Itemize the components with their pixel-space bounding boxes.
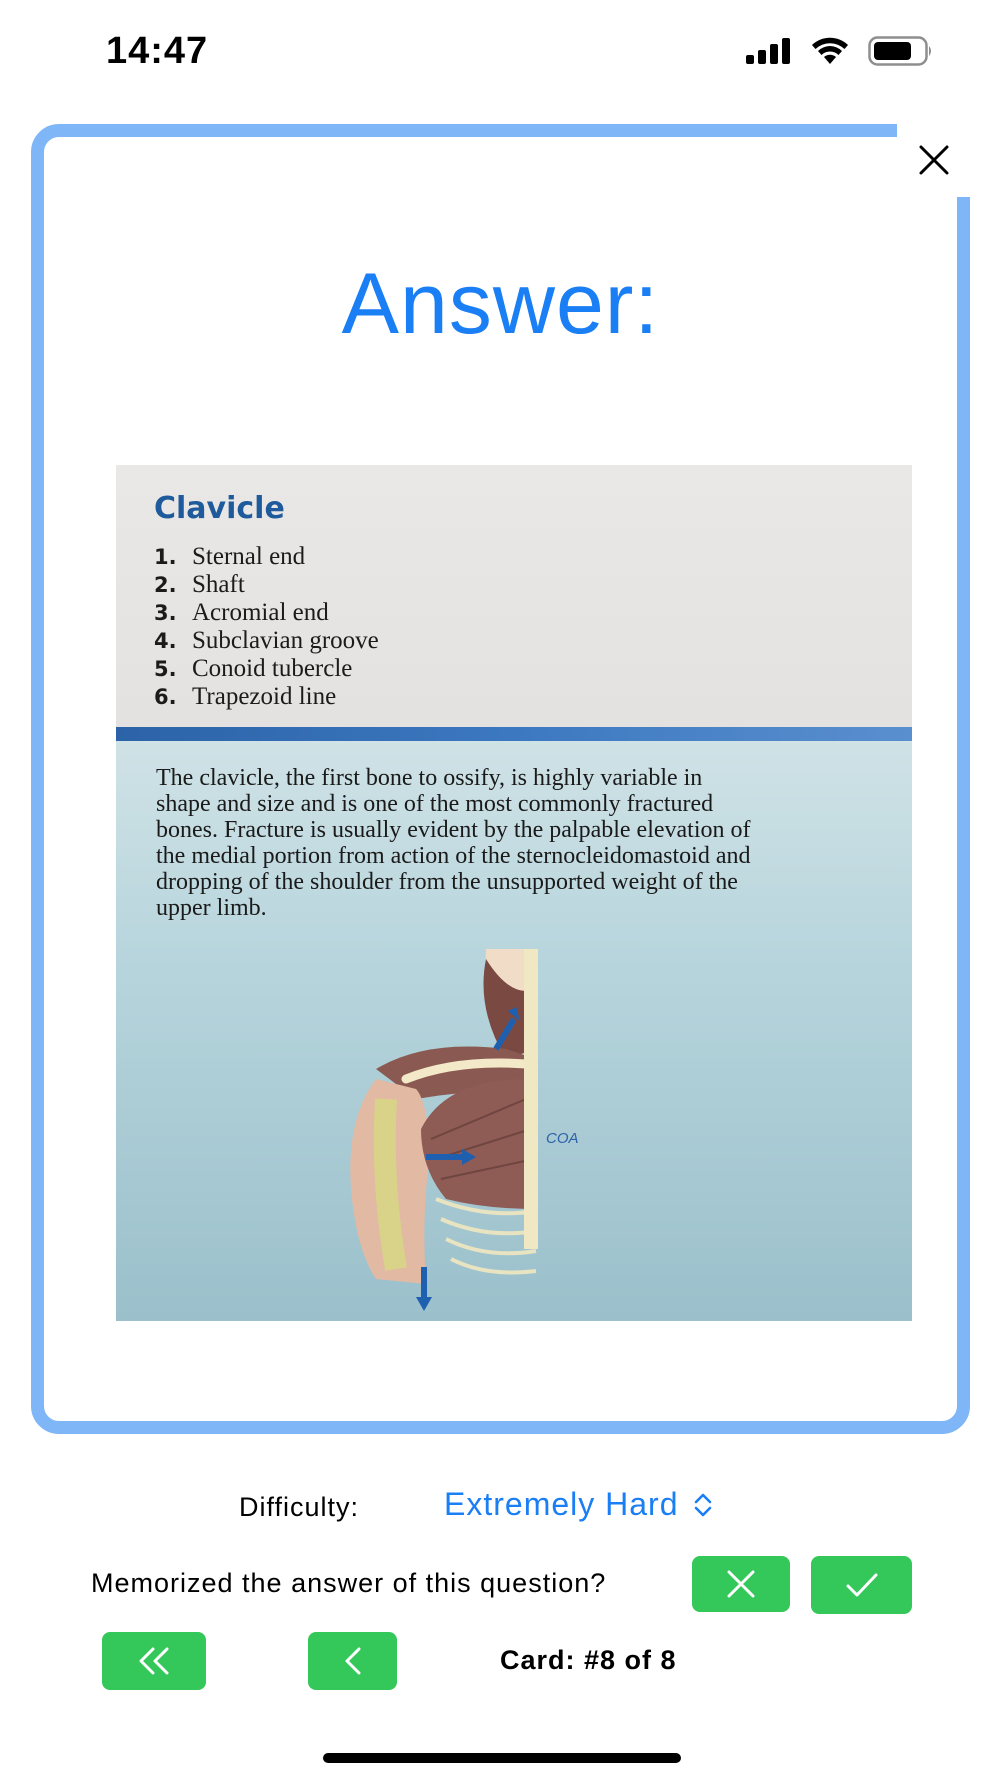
answer-image: [116, 465, 912, 1321]
list-item: 4. Subclavian groove: [154, 627, 379, 654]
chevron-left-icon: [343, 1646, 363, 1676]
image-list: [154, 543, 379, 711]
list-item: 6. Trapezoid line: [154, 683, 337, 710]
checkmark-icon: [845, 1571, 879, 1599]
list-item: 3. Acromial end: [154, 599, 329, 626]
illustration-label: COA: [546, 1130, 579, 1147]
close-icon: [726, 1569, 756, 1599]
battery-icon: [868, 36, 934, 66]
double-chevron-left-icon: [136, 1646, 172, 1676]
memorized-question: Memorized the answer of this question?: [91, 1568, 607, 1598]
list-item: 2. Shaft: [154, 571, 245, 598]
close-button[interactable]: [897, 123, 971, 197]
status-time: 14:47: [106, 30, 209, 72]
card-counter: Card: #8 of 8: [500, 1645, 677, 1675]
previous-card-button[interactable]: [308, 1632, 397, 1690]
memorized-button[interactable]: [811, 1556, 912, 1614]
answer-card: [31, 124, 970, 1434]
list-item: 1. Sternal end: [154, 543, 306, 570]
home-indicator[interactable]: [323, 1753, 681, 1763]
list-item: 5. Conoid tubercle: [154, 655, 353, 682]
difficulty-label: Difficulty:: [239, 1492, 360, 1522]
status-bar: [0, 0, 1000, 100]
answer-title: Answer:: [341, 256, 660, 352]
shoulder-illustration: [336, 949, 596, 1321]
chevron-up-down-icon: [693, 1491, 713, 1519]
status-icons: [746, 36, 934, 66]
first-card-button[interactable]: [102, 1632, 206, 1690]
wifi-icon: [810, 37, 850, 65]
image-divider-bar: [116, 727, 912, 741]
not-memorized-button[interactable]: [692, 1556, 790, 1612]
close-icon: [918, 144, 950, 176]
difficulty-value: Extremely Hard: [444, 1486, 679, 1522]
difficulty-select[interactable]: [444, 1486, 713, 1523]
cellular-signal-icon: [746, 38, 792, 64]
image-description: The clavicle, the first bone to ossify, is highly variable in shape and size and is one of the most commonly fractured bones. Fracture is usually evident by the palpable elevation of the medial portion from action of the sternocleidomastoid and dropping of the shoulder from the unsupported weight of the upper limb.: [156, 765, 751, 921]
image-heading: Clavicle: [154, 491, 285, 526]
